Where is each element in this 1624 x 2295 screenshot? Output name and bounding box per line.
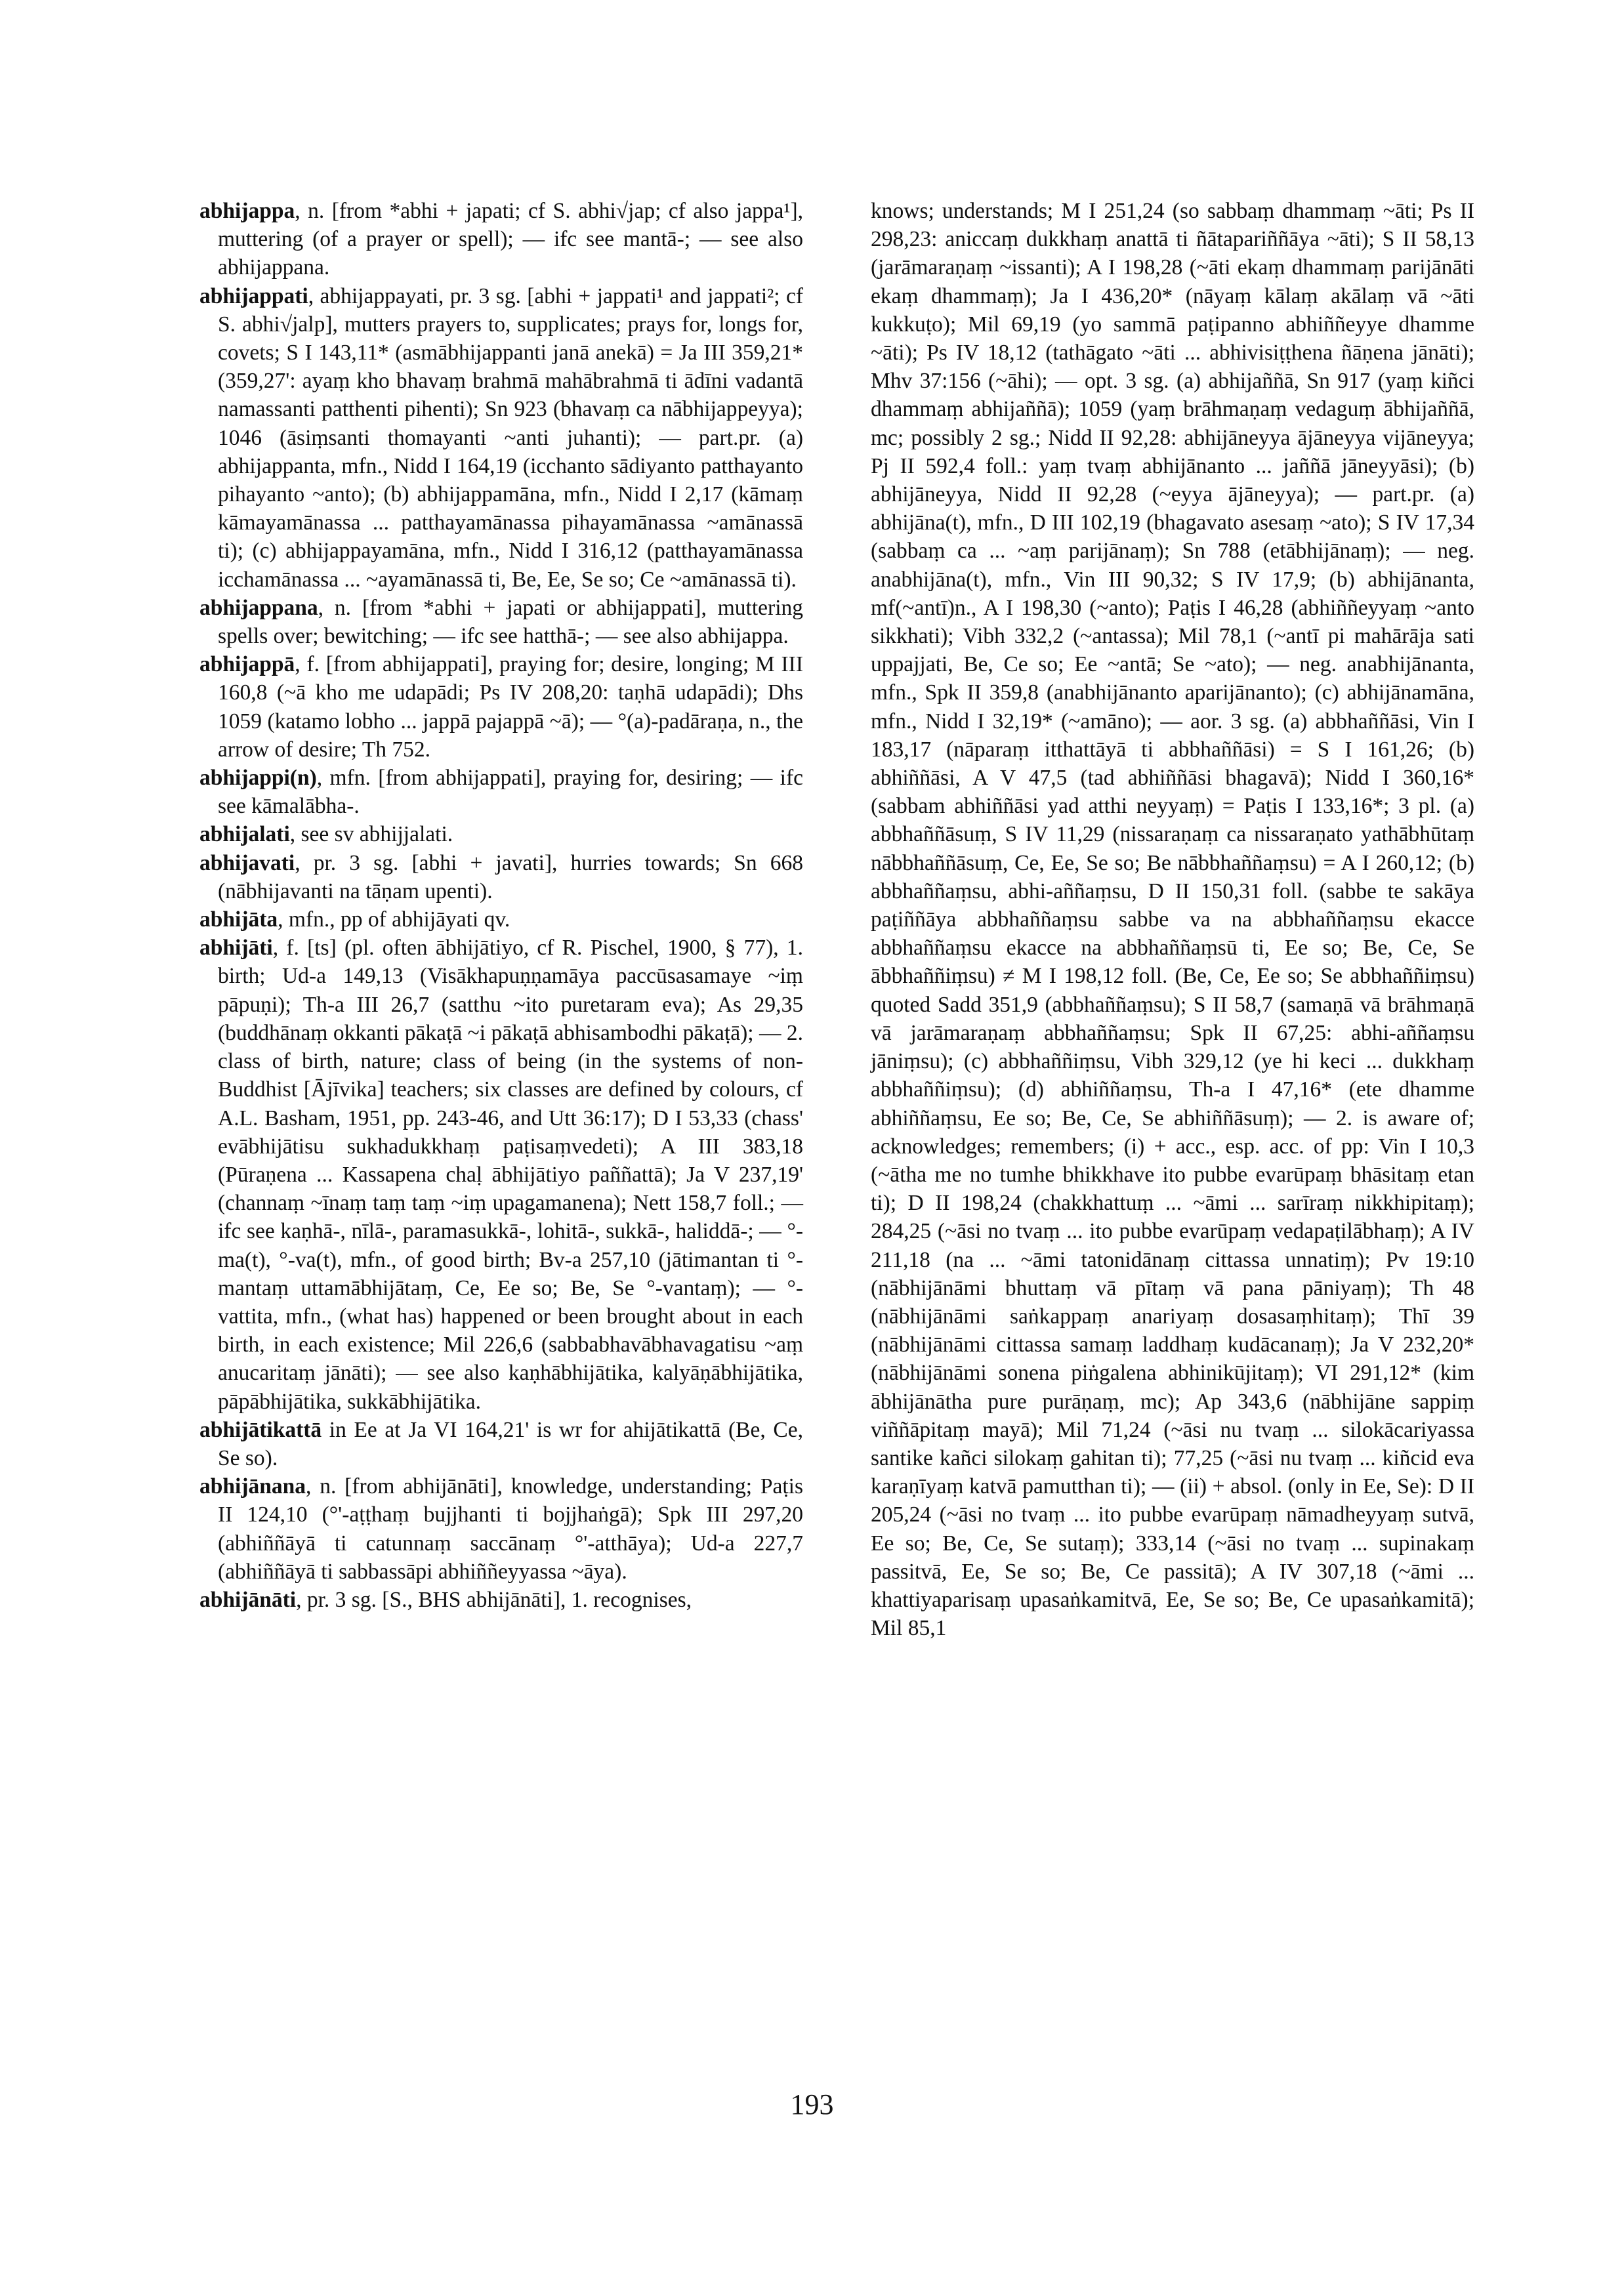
entry-abhijavati: [199, 849, 803, 905]
entry-abhijanati-continued: knows; understands; M I 251,24 (so sabbaṃ dhammaṃ ~āti; Ps II 298,23: aniccaṃ dukkhaṃ anattā ti ñātapariññāya ~āti); S II 58,13 (jarāmaraṇaṃ ~issanti); A I 198,28 (~āti ekaṃ dhammaṃ parijānāti ekaṃ dhammaṃ); Ja I 436,20* (nāyaṃ kālaṃ akālaṃ vā ~āti kukkuṭo); Mil 69,19 (yo sammā paṭipanno abhiññeyye dhamme ~āti); Ps IV 18,12 (tathāgato ~āti ... abhivisiṭṭhena ñāṇena jānāti); Mhv 37:156 (~āhi); — opt. 3 sg. (a) abhijaññā, Sn 917 (yaṃ kiñci dhammaṃ abhijaññā); 1059 (yaṃ brāhmaṇaṃ vedaguṃ ābhijaññā, mc; possibly 2 sg.; Nidd II 92,28: abhijāneyya ājāneyya vijāneyya; Pj II 592,4 foll.: yaṃ tvaṃ abhijānanto ... jaññā jāneyyāsi); (b) abhijāneyya, Nidd II 92,28 (~eyya ājāneyya); — part.pr. (a) abhijāna(t), mfn., D III 102,19 (bhagavato asesaṃ ~ato); S IV 17,34 (sabbaṃ ca ... ~aṃ parijānaṃ); Sn 788 (etābhijānaṃ); — neg. anabhijāna(t), mfn., Vin III 90,32; S IV 17,9; (b) abhijānanta, mf(~antī)n., A I 198,30 (~anto); Paṭis I 46,28 (abhiññeyyaṃ ~anto sikkhati); Vibh 332,2 (~antassa); Mil 78,1 (~antī pi mahārāja sati uppajjati, Be, Ce so; Ee ~antā; Se ~ato); — neg. anabhijānanta, mfn., Spk II 359,8 (anabhijānanto aparijānanto); (c) abhijānamāna, mfn., Nidd I 32,19* (~amāno); — aor. 3 sg. (a) abbhaññāsi, Vin I 183,17 (nāparaṃ itthattāyā ti abbhaññāsi) = S I 161,26; (b) abhiññāsi, A V 47,5 (tad abhiññāsi bhagavā); Nidd I 360,16* (sabbam abhiññāsi yad atthi neyyaṃ) = Paṭis I 133,16*; 3 pl. (a) abbhaññāsuṃ, S IV 11,29 (nissaraṇaṃ ca nissaraṇato yathābhūtaṃ nābbhaññāsuṃ, Ce, Ee, Se so; Be nābbhaññaṃsu) = A I 260,12; (b) abbhaññaṃsu, abhi-aññaṃsu, D II 150,31 foll. (sabbe te sakāya paṭiññāya abbhaññaṃsu sabbe va na abbhaññaṃsu ekacce abbhaññaṃsu ekacce na abbhaññaṃsū ti, Ee so; Be, Ce, Se ābbhaññiṃsu) ≠ M I 198,12 foll. (Be, Ce, Ee so; Se abbhaññiṃsu) quoted Sadd 351,9 (abbhaññaṃsu); S II 58,7 (samaṇā vā brāhmaṇā vā jarāmaraṇaṃ abbhaññaṃsu; Spk II 67,25: abhi-aññaṃsu jāniṃsu); (c) abbhaññiṃsu, Vibh 329,12 (ye hi keci ... dukkhaṃ abbhaññiṃsu); (d) abhiññaṃsu, Th-a I 47,16* (ete dhamme abhiññaṃsu, Ee so; Be, Ce, Se abhiññāsuṃ); — 2. is aware of; acknowledges; remembers; (i) + acc., esp. acc. of pp: Vin I 10,3 (~ātha me no tumhe bhikkhave ito pubbe evarūpaṃ bhāsitaṃ etan ti); D II 198,24 (chakkhattuṃ ... ~āmi ... sarīraṃ nikkhipitaṃ); 284,25 (~āsi no tvaṃ ... ito pubbe evarūpaṃ vedapaṭilābhaṃ); A IV 211,18 (na ... ~āmi tatonidānaṃ cittassa unnatiṃ); Pv 19:10 (nābhijānāmi bhuttaṃ vā pītaṃ vā pana pāniyaṃ); Th 48 (nābhijānāmi saṅkappaṃ anariyaṃ dosasaṃhitaṃ); Thī 39 (nābhijānāmi cittassa samaṃ laddhaṃ kudācanaṃ); Ja V 232,20* (nābhijānāmi sonena piṅgalena abhinikūjitaṃ); VI 291,12* (kim ābhijānātha pure purāṇaṃ, mc); Ap 343,6 (nābhijāne sappiṃ viññāpitaṃ mayā); Mil 71,24 (~āsi nu tvaṃ ... silokācariyassa santike kañci silokaṃ gahitan ti); 77,25 (~āsi nu tvaṃ ... kiñcid eva karaṇīyaṃ katvā pamutthan ti); — (ii) + absol. (only in Ee, Se): D II 205,24 (~āsi no tvaṃ ... ito pubbe evarūpaṃ nāmadheyyaṃ sutvā, Ee so; Be, Ce, Se sutaṃ); 333,14 (~āsi no tvaṃ ... supinakaṃ passitvā, Ee, Se so; Be, Ce passitā); A IV 307,18 (~āmi ... khattiyaparisaṃ upasaṅkamitvā, Ee, Se so; Be, Ce upasaṅkamitā); Mil 85,1: [871, 199, 1474, 1641]
entry-abhijatikatta: [199, 1416, 803, 1472]
headword: abhijappi(n): [199, 766, 317, 791]
headword: abhijānana: [199, 1474, 306, 1499]
headword: abhijānāti: [199, 1587, 297, 1612]
entry-body: , mfn., pp of abhijāyati qv.: [278, 907, 510, 932]
headword: abhijappā: [199, 652, 295, 677]
entry-body: , f. [ts] (pl. often ābhijātiyo, cf R. Pischel, 1900, § 77), 1. birth; Ud-a 149,13 (Visākhapuṇṇamāya paccūsasamaye ~iṃ pāpuṇi); Th-a III 26,7 (satthu ~ito puretaram eva); As 29,35 (buddhānaṃ okkanti pākaṭā ~i pākaṭā abhisambodhi pākaṭā); — 2. class of birth, nature; class of being (in the systems of non-Buddhist [Ājīvika] teachers; six classes are defined by colours, cf A.L. Basham, 1951, pp. 243-46, and Utt 36:17); D I 53,33 (chass' evābhijātisu sukhadukkhaṃ paṭisaṃvedeti); A III 383,18 (Pūraṇena ... Kassapena chaḷ ābhijātiyo paññattā); Ja V 237,19' (channaṃ ~īnaṃ taṃ taṃ ~iṃ upagamanena); Nett 158,7 foll.; — ifc see kaṇhā-, nīlā-, paramasukkā-, lohitā-, sukkā-, haliddā-; — °-ma(t), °-va(t), mfn., of good birth; Bv-a 257,10 (jātimantan ti °-mantaṃ uttamābhijātaṃ, Ce, Ee so; Be, Se °-vantaṃ); — °-vattita, mfn., (what has) happened or been brought about in each birth, in each existence; Mil 226,6 (sabbabhavābhavagatisu ~aṃ anucaritaṃ jānāti); — see also kaṇhābhijātika, kalyāṇābhijātika, pāpābhijātika, sukkābhijātika.: [218, 936, 803, 1414]
entry-abhijappana: [199, 594, 803, 650]
headword: abhijātikattā: [199, 1417, 322, 1442]
headword: abhijappa: [199, 199, 295, 223]
page-number: 193: [790, 2088, 834, 2120]
entry-abhijappa: [199, 197, 803, 282]
right-column: [871, 197, 1474, 1642]
entry-body: , n. [from *abhi + japati; cf S. abhi√jap; cf also jappa¹], muttering (of a prayer or spell); — ifc see mantā-; — see also abhijappana.: [218, 199, 803, 280]
headword: abhijāta: [199, 907, 278, 932]
entry-abhijappin: [199, 764, 803, 820]
headword: abhijalati: [199, 822, 290, 847]
headword: abhijappana: [199, 595, 318, 620]
entry-abhijalati: [199, 820, 803, 848]
entry-abhijanati: [199, 1586, 803, 1614]
entry-abhijanana: [199, 1472, 803, 1586]
entry-body: , f. [from abhijappati], praying for; desire, longing; M III 160,8 (~ā kho me udapādi; Ps IV 208,20: taṇhā udapādi); Dhs 1059 (katamo lobho ... jappā pajappā ~ā); — °(a)-padāraṇa, n., the arrow of desire; Th 752.: [218, 652, 803, 762]
entry-abhijata: [199, 905, 803, 934]
headword: abhijāti: [199, 936, 273, 961]
entry-body: , abhijappayati, pr. 3 sg. [abhi + jappati¹ and jappati²; cf S. abhi√jalp], mutters prayers to, supplicates; prays for, longs for, covets; S I 143,11* (asmābhijappanti janā anekā) = Ja III 359,21* (359,27': ayaṃ kho bhavaṃ brahmā mahābrahmā ti ādīni vadantā namassanti patthenti pihenti); Sn 923 (bhavaṃ ca nābhijappeyya); 1046 (āsiṃsanti thomayanti ~anti juhanti); — part.pr. (a) abhijappanta, mfn., Nidd I 164,19 (icchanto sādiyanto patthayanto pihayanto ~anto); (b) abhijappamāna, mfn., Nidd I 2,17 (kāmaṃ kāmayamānassa ... patthayamānassa pihayamānassa ~amānassā ti); (c) abhijappayamāna, mfn., Nidd I 316,12 (patthayamānassa icchamānassa ... ~ayamānassā ti, Be, Ee, Se so; Ce ~amānassā ti).: [218, 283, 803, 592]
entry-abhijati: [199, 934, 803, 1415]
entry-body: , mfn. [from abhijappati], praying for, desiring; — ifc see kāmalābha-.: [218, 766, 803, 819]
entry-body: , pr. 3 sg. [abhi + javati], hurries towards; Sn 668 (nābhijavanti na tāṇam upenti).: [218, 850, 803, 903]
left-column: [199, 197, 803, 1614]
entry-body: , pr. 3 sg. [S., BHS abhijānāti], 1. recognises,: [296, 1587, 692, 1612]
entry-abhijappa-f: [199, 650, 803, 764]
entry-body: , n. [from *abhi + japati or abhijappati], muttering spells over; bewitching; — ifc see hatthā-; — see also abhijappa.: [218, 595, 803, 649]
headword: abhijavati: [199, 850, 295, 875]
entry-abhijappati: [199, 282, 803, 594]
entry-body: , see sv abhijjalati.: [289, 822, 453, 847]
entry-body: in Ee at Ja VI 164,21' is wr for ahijātikattā (Be, Ce, Se so).: [218, 1417, 803, 1470]
headword: abhijappati: [199, 283, 308, 308]
entry-body: , n. [from abhijānāti], knowledge, understanding; Paṭis II 124,10 (°'-aṭṭhaṃ bujjhanti ti bojjhaṅgā); Spk III 297,20 (abhiññāyā ti catunnaṃ saccānaṃ °'-atthāya); Ud-a 227,7 (abhiññāyā ti sabbassāpi abhiññeyyassa ~āya).: [218, 1474, 803, 1584]
